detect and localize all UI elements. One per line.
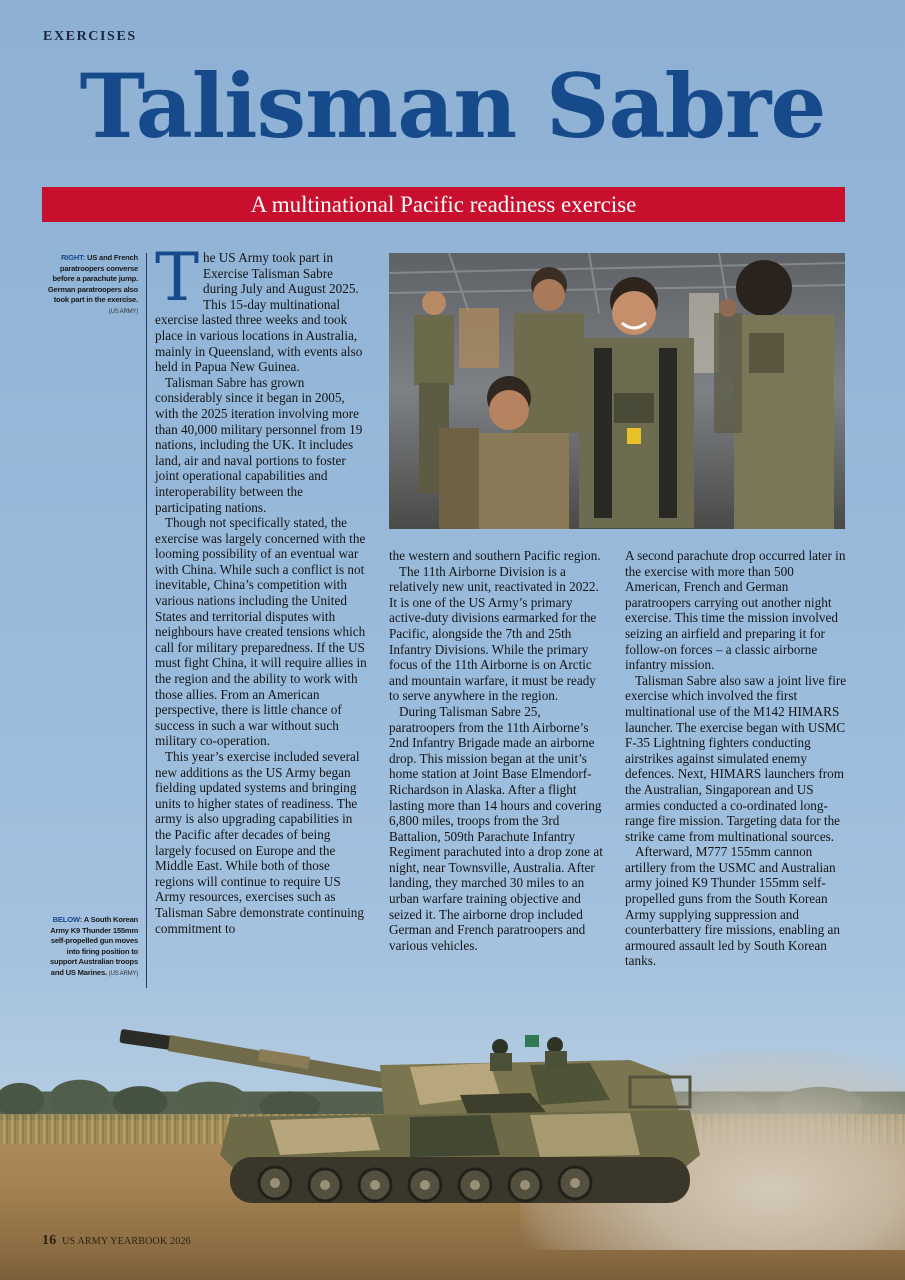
article-paragraph-8: Talisman Sabre also saw a joint live fire exercise which involved the first multinational use of the M142 HIMARS launcher. The exercise began with USMC F-35 Lightning fighters conducting airstrikes against simulated enemy defences. Next, HIMARS launchers from the Australian, Singaporean and US armies conducted a co-ordinated long-range fire mission. Targeting data for the strike came from multinational sources. bbox=[625, 672, 847, 844]
caption-below-credit: (US ARMY) bbox=[108, 970, 138, 977]
caption-right-text: US and French paratroopers converse before a parachute jump. German paratroopers also took part in the exercise. bbox=[47, 253, 138, 305]
article-paragraph-4: This year’s exercise included several new additions as the US Army began fielding updated systems and bringing units to higher states of readiness. The army is also upgrading capabilities in the Pacific after decades of being largely focused on Europe and the Middle East. While both of those regions will continue to require US Army resources, exercises such as Talisman Sabre demonstrate continuing commitment to bbox=[155, 749, 364, 936]
publication-name: US ARMY YEARBOOK 2026 bbox=[62, 1236, 191, 1247]
article-paragraph-5: The 11th Airborne Division is a relatively new unit, reactivated in 2022. It is one of the US Army’s primary active-duty divisions earmarked for the Pacific, alongside the 7th and 25th Infantry Divisions. While the primary focus of the 11th Airborne is on Arctic and mountain warfare, it must be ready to serve anywhere in the region. bbox=[389, 563, 599, 704]
article-paragraph-7: A second parachute drop occurred later in the exercise with more than 500 American, French and German paratroopers carrying out another night exercise. This time the mission involved seizing an airfield and preparing it for follow-on forces – a classic airborne infantry mission. bbox=[625, 548, 846, 673]
article-column-2 bbox=[389, 548, 608, 953]
page-title: Talisman Sabre bbox=[79, 54, 826, 158]
article-paragraph-9: Afterward, M777 155mm cannon artillery from the USMC and Australian army joined K9 Thunder 155mm self-propelled guns from the South Korean Army supplying suppression and counterbattery fire missions, enabling an armoured assault led by South Korean tanks. bbox=[625, 844, 840, 969]
article-paragraph-4-continued: the western and southern Pacific region. bbox=[389, 548, 601, 563]
k9-thunder-tank-image bbox=[110, 1005, 710, 1220]
article-column-3 bbox=[625, 548, 847, 969]
article-column-1 bbox=[155, 239, 370, 936]
caption-divider-rule bbox=[146, 253, 147, 988]
article-paragraph-1 bbox=[155, 239, 370, 375]
section-kicker: EXERCISES bbox=[43, 29, 137, 44]
paratroopers-photo-image bbox=[389, 253, 845, 529]
article-paragraph-1-text: he US Army took part in Exercise Talisman Sabre during July and August 2025. This 15-day multinational exercise lasted three weeks and took place in various locations in Australia, mainly in Queensland, with events also held in Papua New Guinea. bbox=[155, 250, 363, 375]
subtitle-text: A multinational Pacific readiness exercise bbox=[250, 192, 637, 217]
article-paragraph-2: Talisman Sabre has grown considerably since it began in 2005, with the 2025 iteration involving more than 40,000 military personnel from 19 nations, including the UK. It includes land, air and naval portions to foster joint operational capabilities and interoperability between the participating nations. bbox=[155, 374, 363, 515]
caption-right-label: RIGHT: bbox=[60, 253, 86, 262]
caption-right bbox=[42, 253, 138, 318]
caption-below bbox=[42, 915, 138, 980]
article-paragraph-3: Though not specifically stated, the exercise was largely concerned with the looming possibility of an eventual war with China. While such a conflict is not inevitable, China’s competition with various nations including the United States and territorial disputes with neighbours have created tensions which call for military preparedness. If the US must fight China, it will require allies in the region and the ability to work with those allies. From an American perspective, there is little chance of success in such a war without such military co-operation. bbox=[155, 515, 367, 749]
page-footer bbox=[42, 1233, 191, 1249]
drop-cap: T bbox=[155, 239, 200, 316]
caption-below-text: A South Korean Army K9 Thunder 155mm self-propelled gun moves into firing position to support Australian troops and US Marines. bbox=[50, 915, 138, 977]
caption-right-credit: (US ARMY) bbox=[108, 308, 138, 315]
page-number: 16 bbox=[42, 1233, 57, 1248]
article-paragraph-6: During Talisman Sabre 25, paratroopers from the 11th Airborne’s 2nd Infantry Brigade made an airborne drop. This mission began at the unit’s home station at Joint Base Elmendorf-Richardson in Alaska. After a flight lasting more than 14 hours and covering 6,800 miles, troops from the 3rd Battalion, 509th Parachute Infantry Regiment parachuted into a drop zone at night, near Townsville, Australia. After landing, they marched 30 miles to an urban warfare training objective and seized it. The airborne drop included German and French paratroopers and various vehicles. bbox=[389, 703, 603, 953]
caption-below-label: BELOW: bbox=[52, 915, 83, 924]
paratroopers-photo bbox=[389, 253, 845, 529]
subtitle-banner bbox=[42, 187, 845, 222]
